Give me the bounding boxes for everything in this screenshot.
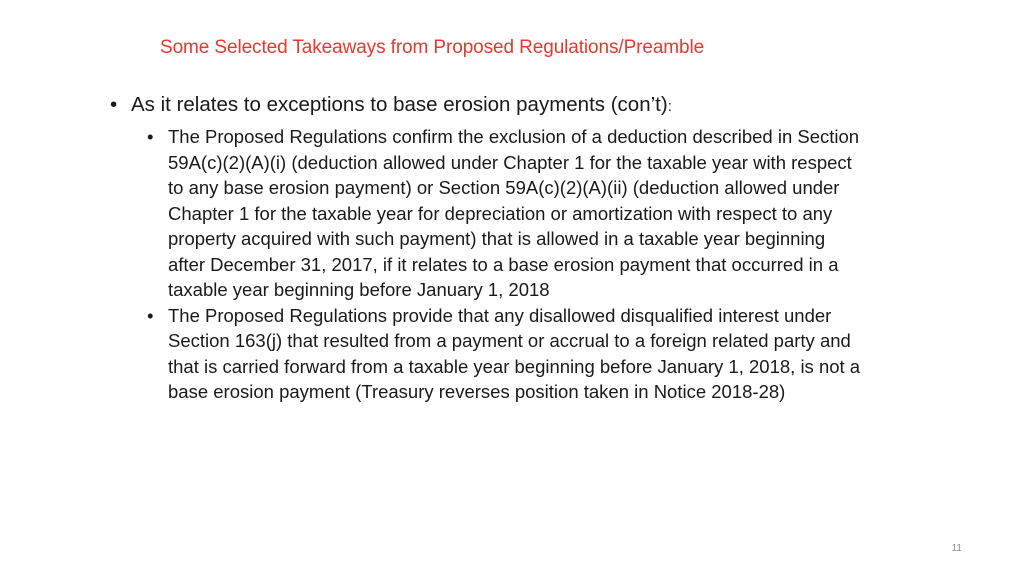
sub-bullet-text: The Proposed Regulations provide that any disallowed disqualified interest under Section 163(j) that resulted from a payment or accrual to a foreign related party and that is carried forward from a taxable year beginning before January 1, 2018, is not a base erosion payment (Treasury reverses position taken in Notice 2018-28) bbox=[168, 304, 861, 402]
main-bullet-point bbox=[110, 92, 870, 120]
main-bullet-suffix: : bbox=[667, 98, 672, 115]
bullet-icon: • bbox=[147, 126, 154, 147]
page-number: 11 bbox=[951, 543, 962, 554]
bullet-icon: • bbox=[147, 304, 154, 326]
sub-bullet-text: The Proposed Regulations confirm the exclusion of a deduction described in Section 59A(c)(2)(A)(i) (deduction allowed under Chapter 1 for the taxable year with respect to any base erosion payment) or Section 59A(c)(2)(A)(ii) (deduction allowed under Chapter 1 for the taxable year for depreciation or amortization with respect to any property acquired with such payment) that is allowed in a taxable year beginning after December 31, 2017, if it relates to a base erosion payment that occurred in a taxable year beginning before January 1, 2018 bbox=[168, 126, 860, 300]
sub-bullet-point bbox=[147, 303, 864, 405]
bullet-icon: • bbox=[110, 93, 118, 116]
sub-bullet-list bbox=[147, 124, 870, 405]
sub-bullet-point bbox=[147, 124, 864, 303]
slide-title: Some Selected Takeaways from Proposed Regulations/Preamble bbox=[160, 37, 705, 58]
slide-content bbox=[110, 92, 870, 405]
main-bullet-text: As it relates to exceptions to base erosion payments (con’t) bbox=[131, 93, 668, 116]
